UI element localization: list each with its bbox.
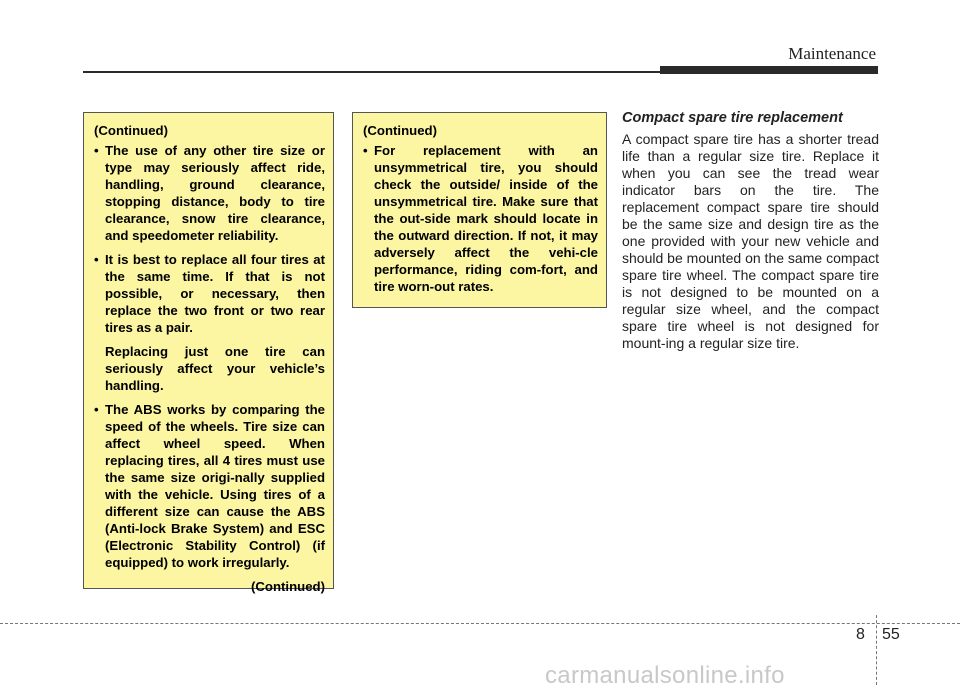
bullet-icon: • [94, 252, 99, 267]
page-number-separator [876, 615, 877, 685]
bullet-icon: • [94, 143, 99, 158]
section-title: Compact spare tire replacement [622, 110, 843, 126]
footer-divider [0, 623, 960, 624]
bullet-text: For replacement with an unsymmetrical tire, you should check the outside/ inside of the unsymmetrical tire. Make sure that the out-side mark should locate in the outward direction. If not, it may adversely affect the vehi-cle performance, riding com-fort, and tire worn-out rates. [374, 143, 598, 294]
continued-label: (Continued) [94, 123, 168, 138]
chapter-number: 8 [856, 626, 865, 643]
header-rule [83, 71, 663, 73]
list-item [94, 142, 325, 244]
bullet-icon: • [363, 143, 368, 158]
watermark: carmanualsonline.info [545, 662, 785, 689]
page-header-title: Maintenance [788, 44, 876, 63]
bullet-text: The ABS works by comparing the speed of the wheels. Tire size can affect wheel speed. When replacing tires, all 4 tires must use the same size origi-nally supplied with the vehicle. Using tires of a different size can cause the ABS (Anti-lock Brake System) and ESC (Electronic Stability Control) (if equipped) to work irregularly. [105, 402, 325, 570]
continued-footer-label: (Continued) [251, 579, 325, 594]
bullet-text: The use of any other tire size or type may seriously affect ride, handling, ground clearance, stopping distance, body to tire clearance, snow tire clearance, and speedometer reliability. [105, 143, 325, 243]
caution-box-1 [83, 112, 334, 594]
list-item [94, 251, 325, 336]
list-item [94, 401, 325, 571]
bullet-text: It is best to replace all four tires at the same time. If that is not possible, or necessary, then replace the two front or two rear tires as a pair. [105, 252, 325, 335]
sub-paragraph: Replacing just one tire can seriously affect your vehicle’s handling. [105, 344, 325, 393]
list-item [363, 142, 598, 295]
section-body: A compact spare tire has a shorter tread life than a regular size tire. Replace it when you can see the tread wear indicator bars on the tire. The replacement compact spare tire should be the same size and design tire as the one provided with your new vehicle and should be mounted on the same compact spare tire wheel. The compact spare tire is not designed to be mounted on a regular size wheel, and the compact spare tire wheel is not designed for mount-ing a regular size tire. [622, 131, 879, 351]
page-number: 55 [882, 626, 900, 643]
caution-box-2 [352, 112, 607, 308]
continued-label: (Continued) [363, 123, 437, 138]
bullet-icon: • [94, 402, 99, 417]
header-rule-thick [660, 66, 878, 74]
